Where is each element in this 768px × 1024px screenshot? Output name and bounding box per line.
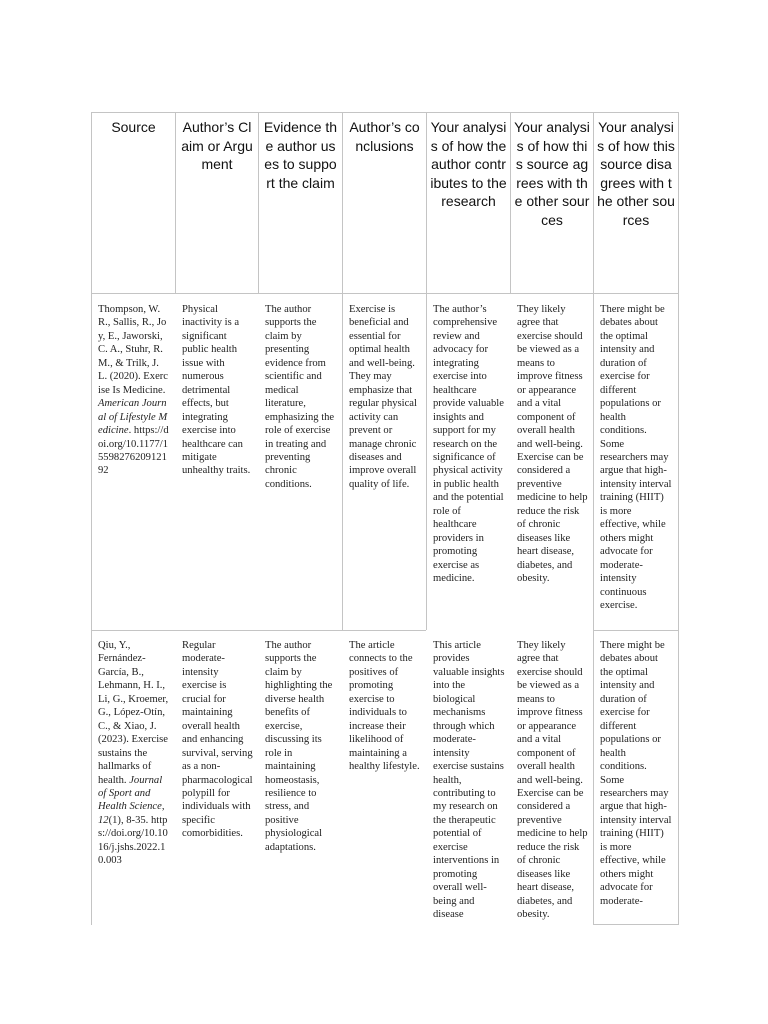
- header-claim: Author’s Claim or Argument: [181, 119, 253, 173]
- row1-source-journal: American Journal of Lifestyle Medicine: [98, 398, 168, 437]
- row1-contribution: The author’s comprehensive review and advocacy for integrating exercise into healthcare provide valuable insights and support for my research on the significance of physical activity in public health and the potential role of healthcare providers in promoting exercise as medicine.: [433, 304, 504, 585]
- row2-source: Qiu, Y., Fernández-García, B., Lehmann, H. I., Li, G., Kroemer, G., López-Otín, C., & Xiao, J. (2023). Exercise sustains the hallmarks of health. Journal of Sport and Health Science, 12(1), 8-35. https://doi.org/10.1016/j.jshs.2022.10.003: [98, 640, 169, 867]
- row2-conclusion: The article connects to the positives of promoting exercise to individuals to increase their likelihood of maintaining a healthy lifestyle.: [349, 640, 420, 773]
- header-contribution: Your analysis of how the author contributes to the research: [430, 119, 507, 210]
- row1-evidence: The author supports the claim by presenting evidence from scientific and medical literature, emphasizing the role of exercise in treating and preventing chronic conditions.: [265, 304, 335, 490]
- row1-claim: Physical inactivity is a significant public health issue with numerous detrimental effects, but integrating exercise into healthcare can mitigate unhealthy traits.: [182, 304, 251, 477]
- row2-source-volume: 12: [98, 814, 109, 826]
- row2-claim: Regular moderate-intensity exercise is crucial for maintaining overall health and enhancing survival, serving as a non-pharmacological polypill for individuals with specific comorbidities.: [182, 640, 253, 840]
- row2-agrees: They likely agree that exercise should be viewed as a means to improve fitness or appearance and a vital component of overall health and well-being. Exercise can be considered a preventive medicine to help reduce the risk of chronic diseases like heart disease, diabetes, and obesity.: [517, 640, 588, 921]
- header-disagrees: Your analysis of how this source disagrees with the other sources: [597, 119, 675, 228]
- row1-source-authors: Thompson, W. R., Sallis, R., Joy, E., Jaworski, C. A., Stuhr, R. M., & Trilk, J. L. (2020). Exercise Is Medicine.: [98, 304, 169, 396]
- header-evidence: Evidence the author uses to support the claim: [263, 119, 338, 191]
- row2-contribution: This article provides valuable insights into the biological mechanisms through which moderate-intensity exercise sustains health, contributing to my research on the therapeutic potential of exercise interventions in promoting overall well-being and disease: [433, 640, 505, 921]
- row2-disagrees: There might be debates about the optimal intensity and duration of exercise for different populations or health conditions. Some researchers may argue that high-intensity interval training (HIIT) is more effective, while others might advocate for moderate-: [600, 640, 672, 907]
- row1-conclusion: Exercise is beneficial and essential for optimal health and well-being. They may emphasize that regular physical activity can prevent or manage chronic diseases and improve overall quality of life.: [349, 304, 417, 490]
- row2-evidence: The author supports the claim by highlighting the diverse health benefits of exercise, discussing its role in maintaining homeostasis, resilience to stress, and positive physiological adaptations.: [265, 640, 333, 853]
- header-source: Source: [111, 119, 156, 135]
- row1-source-rest: . https://doi.org/10.1177/1559827620912192: [98, 425, 169, 477]
- row2-source-rest: (1), 8-35. https://doi.org/10.1016/j.jshs.2022.10.003: [98, 814, 168, 867]
- row1-disagrees: There might be debates about the optimal intensity and duration of exercise for different populations or health conditions. Some researchers may argue that high-intensity interval training (HIIT) is more effective, while others might advocate for moderate-intensity continuous exercise.: [600, 304, 672, 611]
- header-conclusions: Author’s conclusions: [349, 119, 420, 154]
- row1-source: [92, 300, 175, 628]
- row2-source-authors: Qiu, Y., Fernández-García, B., Lehmann, H. I., Li, G., Kroemer, G., López-Otín, C., & Xiao, J. (2023). Exercise sustains the hallmarks of health.: [98, 640, 169, 786]
- header-agrees: Your analysis of how this source agrees with the other sources: [514, 119, 590, 228]
- row1-agrees: They likely agree that exercise should be viewed as a means to improve fitness or appearance and a vital component of overall health and well-being. Exercise can be considered a preventive medicine to help reduce the risk of chronic diseases like heart disease, diabetes, and obesity.: [517, 304, 588, 585]
- row2-source-journal: Journal of Sport and Health Science: [98, 774, 163, 813]
